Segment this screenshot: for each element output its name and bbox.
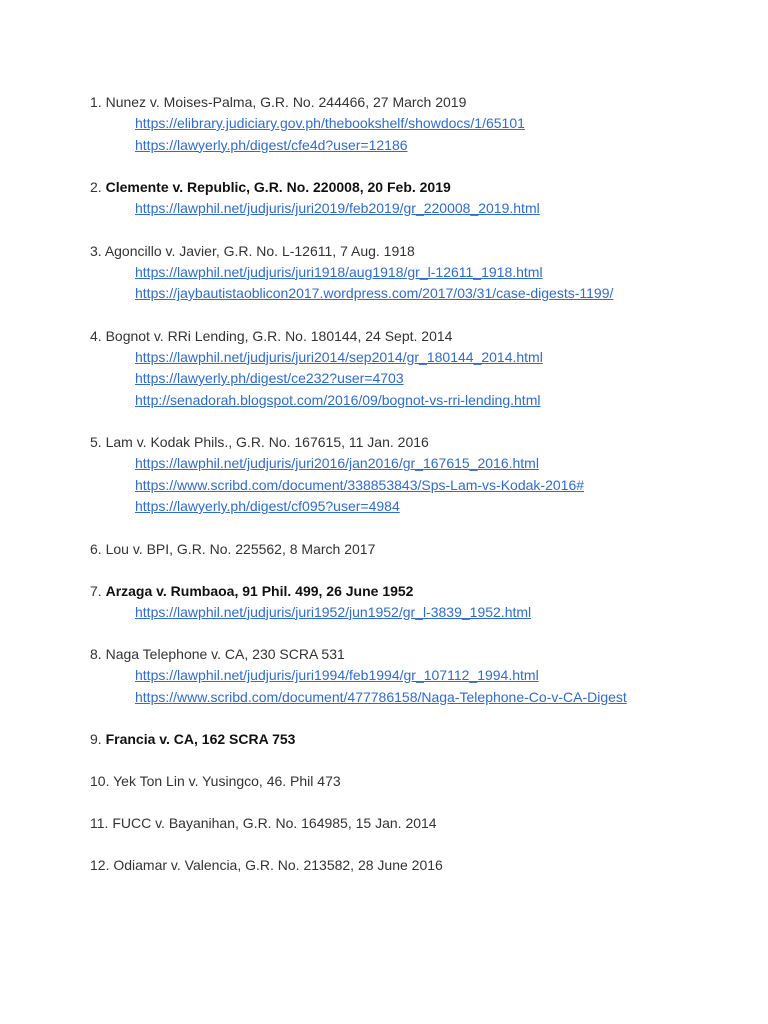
case-list bbox=[90, 92, 730, 897]
case-citation-line bbox=[90, 539, 730, 560]
case-citation-line bbox=[90, 177, 730, 198]
case-title: Agoncillo v. Javier, G.R. No. L-12611, 7 Aug. 1918 bbox=[104, 242, 415, 259]
case-citation-line bbox=[90, 644, 730, 665]
case-citation-line bbox=[90, 432, 730, 453]
case-number: 2. bbox=[90, 179, 102, 195]
case-title: Bognot v. RRi Lending, G.R. No. 180144, 24 Sept. 2014 bbox=[105, 327, 453, 344]
case-citation-line bbox=[90, 326, 730, 347]
case-source-link[interactable]: https://lawyerly.ph/digest/ce232?user=4703 bbox=[135, 370, 404, 386]
case-entry bbox=[90, 813, 730, 834]
case-source-link[interactable]: http://senadorah.blogspot.com/2016/09/bognot-vs-rri-lending.html bbox=[135, 391, 541, 408]
case-entry bbox=[90, 729, 730, 750]
case-source-link[interactable]: https://elibrary.judiciary.gov.ph/thebookshelf/showdocs/1/65101 bbox=[135, 115, 525, 131]
case-number: 3. bbox=[90, 242, 102, 259]
case-title: Lam v. Kodak Phils., G.R. No. 167615, 11 Jan. 2016 bbox=[105, 434, 429, 450]
case-citation-line bbox=[90, 729, 730, 750]
case-entry bbox=[90, 539, 730, 560]
case-source-link[interactable]: https://lawyerly.ph/digest/cf095?user=4984 bbox=[135, 498, 400, 514]
case-number: 6. bbox=[90, 540, 102, 557]
case-title: Yek Ton Lin v. Yusingco, 46. Phil 473 bbox=[113, 773, 341, 789]
case-entry bbox=[90, 326, 730, 412]
case-source-link[interactable]: https://lawphil.net/judjuris/juri2019/feb2019/gr_220008_2019.html bbox=[135, 200, 540, 216]
case-entry bbox=[90, 432, 730, 518]
case-source-link[interactable]: https://jaybautistaoblicon2017.wordpress.com/2017/03/31/case-digests-1199/ bbox=[135, 285, 614, 301]
case-entry bbox=[90, 581, 730, 624]
case-number: 10. bbox=[90, 773, 110, 789]
case-entry bbox=[90, 855, 730, 876]
case-title: Arzaga v. Rumbaoa, 91 Phil. 499, 26 June 1952 bbox=[105, 582, 414, 599]
case-citation-line bbox=[90, 92, 730, 113]
case-entry bbox=[90, 771, 730, 792]
case-source-link[interactable]: https://lawphil.net/judjuris/juri1994/feb1994/gr_107112_1994.html bbox=[135, 667, 539, 683]
case-title: Naga Telephone v. CA, 230 SCRA 531 bbox=[105, 646, 345, 662]
case-citation-line bbox=[90, 771, 730, 792]
case-source-link[interactable]: https://lawphil.net/judjuris/juri2014/sep2014/gr_180144_2014.html bbox=[135, 348, 543, 365]
case-entry bbox=[90, 177, 730, 220]
case-title: FUCC v. Bayanihan, G.R. No. 164985, 15 Jan. 2014 bbox=[112, 815, 437, 831]
case-title: Lou v. BPI, G.R. No. 225562, 8 March 2017 bbox=[105, 540, 376, 557]
case-source-link[interactable]: https://lawyerly.ph/digest/cfe4d?user=12186 bbox=[135, 136, 408, 153]
case-title: Francia v. CA, 162 SCRA 753 bbox=[105, 731, 296, 747]
case-title: Odiamar v. Valencia, G.R. No. 213582, 28 June 2016 bbox=[113, 857, 443, 873]
case-number: 5. bbox=[90, 434, 102, 450]
case-number: 12. bbox=[90, 857, 110, 873]
case-title: Clemente v. Republic, G.R. No. 220008, 20 Feb. 2019 bbox=[105, 179, 451, 195]
case-number: 9. bbox=[90, 731, 102, 747]
case-number: 7. bbox=[90, 582, 102, 599]
case-entry bbox=[90, 644, 730, 708]
case-source-link[interactable]: https://www.scribd.com/document/338853843/Sps-Lam-vs-Kodak-2016# bbox=[135, 476, 585, 493]
case-title: Nunez v. Moises-Palma, G.R. No. 244466, 27 March 2019 bbox=[105, 94, 467, 110]
case-source-link[interactable]: https://lawphil.net/judjuris/juri1952/jun1952/gr_l-3839_1952.html bbox=[135, 603, 532, 620]
case-entry bbox=[90, 92, 730, 156]
case-citation-line bbox=[90, 581, 730, 602]
case-number: 1. bbox=[90, 94, 102, 110]
case-source-link[interactable]: https://lawphil.net/judjuris/juri1918/aug1918/gr_l-12611_1918.html bbox=[135, 263, 543, 280]
case-citation-line bbox=[90, 241, 730, 262]
case-number: 8. bbox=[90, 646, 102, 662]
case-source-link[interactable]: https://www.scribd.com/document/477786158/Naga-Telephone-Co-v-CA-Digest bbox=[135, 688, 627, 705]
case-entry bbox=[90, 241, 730, 305]
case-source-link[interactable]: https://lawphil.net/judjuris/juri2016/jan2016/gr_167615_2016.html bbox=[135, 455, 539, 471]
case-citation-line bbox=[90, 855, 730, 876]
case-citation-line bbox=[90, 813, 730, 834]
case-number: 4. bbox=[90, 327, 102, 344]
case-number: 11. bbox=[90, 815, 109, 831]
